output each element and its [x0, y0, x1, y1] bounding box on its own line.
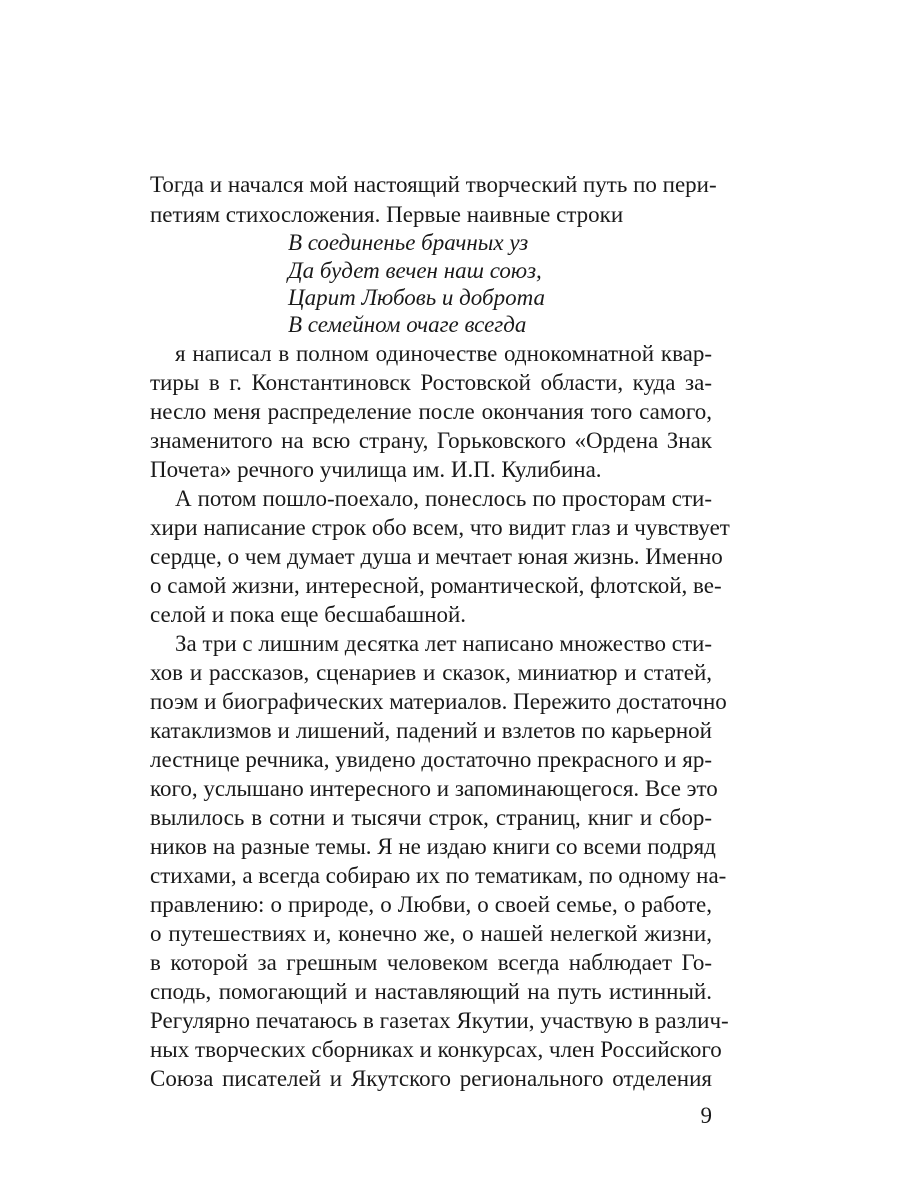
- text-line: катаклизмов и лишений, падений и взлетов по карьерной: [150, 718, 712, 743]
- text-line: Регулярно печатаюсь в газетах Якутии, участвую в различ-: [150, 1008, 729, 1033]
- text-line: стихами, а всегда собираю их по тематикам, по одному на-: [150, 863, 727, 888]
- text-line: в которой за грешным человеком всегда наблюдает Го-: [150, 950, 712, 975]
- text-line: А потом пошло-поехало, понеслось по просторам сти-: [175, 486, 712, 511]
- text-line: лестнице речника, увидено достаточно прекрасного и яр-: [150, 747, 712, 772]
- verse-line: В соединенье брачных уз: [288, 230, 529, 255]
- text-line: Союза писателей и Якутского регионального отделения: [150, 1066, 712, 1091]
- text-line: Почета» речного училища им. И.П. Кулибина.: [150, 457, 602, 482]
- verse-line: В семейном очаге всегда: [288, 312, 527, 337]
- text-line: хов и рассказов, сценариев и сказок, миниатюр и статей,: [150, 660, 712, 685]
- text-line: сподь, помогающий и наставляющий на путь истинный.: [150, 979, 712, 1004]
- text-line: За три с лишним десятка лет написано множество сти-: [175, 631, 713, 656]
- text-line: несло меня распределение после окончания того самого,: [150, 399, 712, 424]
- text-line: сердце, о чем думает душа и мечтает юная жизнь. Именно: [150, 544, 723, 569]
- text-line: я написал в полном одиночестве однокомнатной квар-: [175, 341, 712, 366]
- page-number: 9: [700, 1103, 712, 1128]
- verse-line: Царит Любовь и доброта: [288, 285, 545, 310]
- text-line: вылилось в сотни и тысячи строк, страниц, книг и сбор-: [150, 805, 712, 830]
- text-line: ных творческих сборниках и конкурсах, член Российского: [150, 1037, 722, 1062]
- text-line: петиям стихосложения. Первые наивные строки: [150, 202, 624, 227]
- text-line: о самой жизни, интересной, романтической, флотской, ве-: [150, 573, 722, 598]
- text-line: хири написание строк обо всем, что видит глаз и чувствует: [150, 515, 730, 540]
- text-line: ников на разные темы. Я не издаю книги со всеми подряд: [150, 834, 716, 859]
- verse-line: Да будет вечен наш союз,: [288, 258, 542, 283]
- text-line: поэм и биографических материалов. Пережито достаточно: [150, 689, 727, 714]
- text-line: о путешествиях и, конечно же, о нашей нелегкой жизни,: [150, 921, 712, 946]
- text-line: тиры в г. Константиновск Ростовской области, куда за-: [150, 370, 712, 395]
- text-line: Тогда и начался мой настоящий творческий путь по пери-: [150, 172, 717, 197]
- text-line: селой и пока еще бесшабашной.: [150, 602, 467, 627]
- text-line: правлению: о природе, о Любви, о своей семье, о работе,: [150, 892, 712, 917]
- text-line: знаменитого на всю страну, Горьковского «Ордена Знак: [150, 428, 712, 453]
- text-line: кого, услышано интересного и запоминающегося. Все это: [150, 776, 718, 801]
